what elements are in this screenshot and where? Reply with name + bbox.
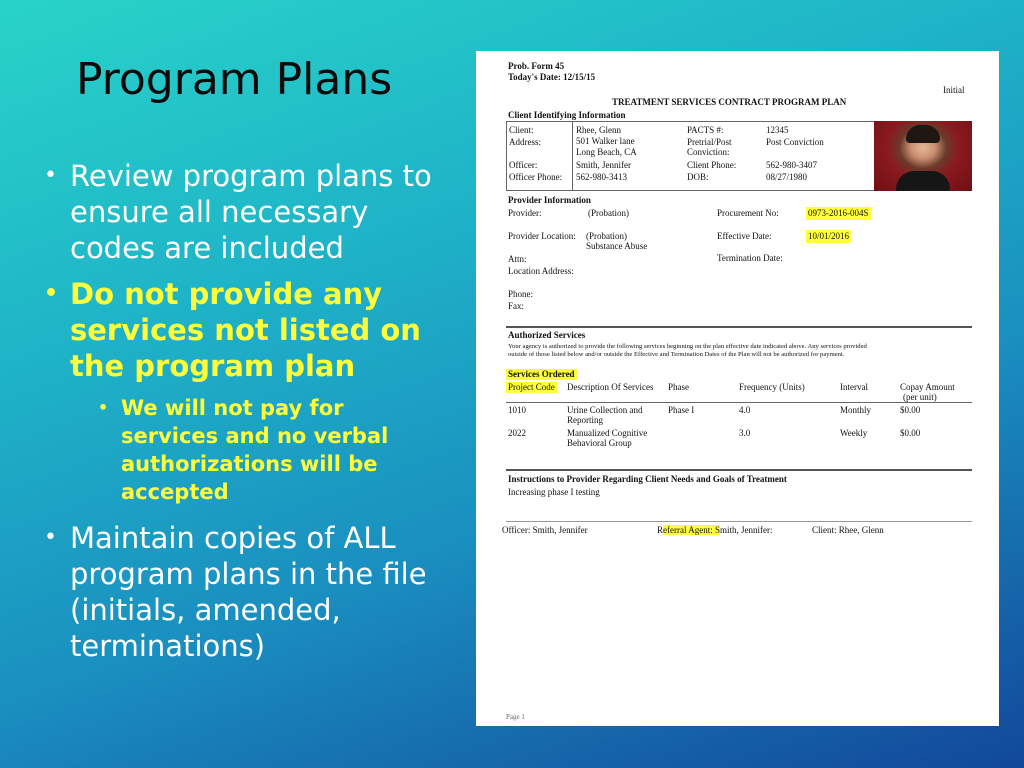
fax-label: Fax: — [508, 301, 525, 311]
form-number: Prob. Form 45 — [508, 61, 565, 71]
bullet-dot-icon: • — [44, 163, 57, 188]
procurement-value: 0973-2016-004S — [808, 208, 869, 218]
signature-referral-agent — [657, 525, 773, 536]
provider-location-label: Provider Location: — [508, 231, 576, 241]
col-copay-2: (per unit) — [903, 392, 937, 402]
col-project-code: Project Code — [508, 382, 555, 392]
pacts-label: PACTS #: — [687, 125, 724, 135]
row-frequency: 3.0 — [739, 428, 751, 438]
client-box-divider — [572, 121, 573, 191]
address-label: Address: — [509, 137, 541, 147]
provider-location-value-1: (Probation) — [586, 231, 627, 241]
page-number: Page 1 — [506, 713, 525, 721]
referral-text-highlight: eferral Agent: S — [663, 525, 720, 535]
signature-client: Client: Rhee, Glenn — [812, 525, 884, 535]
pacts-value: 12345 — [766, 125, 789, 135]
officer-phone-label: Officer Phone: — [509, 172, 563, 182]
bullet-maintain-copies — [44, 520, 444, 664]
dob-value: 08/27/1980 — [766, 172, 808, 182]
provider-section-title: Provider Information — [508, 195, 591, 205]
effective-date-label: Effective Date: — [717, 231, 772, 241]
table-header-rule — [506, 402, 972, 403]
procurement-label: Procurement No: — [717, 208, 779, 218]
provider-label: Provider: — [508, 208, 542, 218]
col-phase: Phase — [668, 382, 689, 392]
client-value: Rhee, Glenn — [576, 125, 621, 135]
col-interval: Interval — [840, 382, 868, 392]
bullet-text: Review program plans to ensure all necessary codes are included — [70, 159, 432, 265]
bullet-review — [44, 158, 444, 266]
row-code: 2022 — [508, 428, 526, 438]
col-copay-1: Copay Amount — [900, 382, 955, 392]
pretrial-label-2: Conviction: — [687, 147, 730, 157]
bullet-list — [44, 158, 444, 674]
officer-value: Smith, Jennifer — [576, 160, 631, 170]
phone-label: Phone: — [508, 289, 534, 299]
row-desc-1: Urine Collection and — [567, 405, 643, 415]
sub-bullet-no-pay — [70, 394, 444, 506]
row-code: 1010 — [508, 405, 526, 415]
instructions-rule — [506, 469, 972, 471]
pretrial-value: Post Conviction — [766, 137, 824, 147]
location-address-label: Location Address: — [508, 266, 574, 276]
signature-officer: Officer: Smith, Jennifer — [502, 525, 588, 535]
instructions-title: Instructions to Provider Regarding Client Needs and Goals of Treatment — [508, 474, 787, 484]
row-copay: $0.00 — [900, 428, 921, 438]
referral-text-post: mith, Jennifer: — [720, 525, 773, 535]
authorized-rule — [506, 326, 972, 328]
termination-date-label: Termination Date: — [717, 253, 783, 263]
referral-text-pre: R — [657, 525, 664, 535]
client-label: Client: — [509, 125, 534, 135]
col-frequency: Frequency (Units) — [739, 382, 805, 392]
col-description: Description Of Services — [567, 382, 654, 392]
row-desc-1: Manualized Cognitive — [567, 428, 648, 438]
row-frequency: 4.0 — [739, 405, 751, 415]
client-section-title: Client Identifying Information — [508, 110, 626, 120]
row-desc-2: Behavioral Group — [567, 438, 632, 448]
todays-date: Today's Date: 12/15/15 — [508, 72, 596, 82]
photo-shirt-shape — [896, 171, 950, 191]
row-copay: $0.00 — [900, 405, 921, 415]
row-interval: Monthly — [840, 405, 872, 415]
bullet-dot-icon: • — [98, 398, 109, 417]
row-interval: Weekly — [840, 428, 868, 438]
plan-status: Initial — [943, 85, 965, 95]
sub-bullet-text: We will not pay for services and no verbal authorizations will be accepted — [121, 396, 389, 504]
officer-label: Officer: — [509, 160, 538, 170]
services-ordered-title: Services Ordered — [508, 369, 575, 379]
client-phone-value: 562-980-3407 — [766, 160, 817, 170]
photo-hair-shape — [906, 125, 940, 143]
address-line2: Long Beach, CA — [576, 147, 637, 157]
program-plan-document — [476, 51, 999, 726]
officer-phone-value: 562-980-3413 — [576, 172, 627, 182]
provider-value: (Probation) — [588, 208, 629, 218]
instructions-text: Increasing phase I testing — [508, 487, 600, 497]
authorized-text-1: Your agency is authorized to provide the following services beginning on the plan effective date indicated above. Any services provided — [508, 343, 867, 350]
document-title: TREATMENT SERVICES CONTRACT PROGRAM PLAN — [612, 97, 847, 107]
authorized-title: Authorized Services — [508, 330, 586, 340]
client-box-left — [506, 121, 507, 191]
row-phase: Phase I — [668, 405, 695, 415]
bullet-text: Do not provide any services not listed on the program plan — [70, 277, 421, 383]
address-line1: 501 Walker lane — [576, 136, 635, 146]
dob-label: DOB: — [687, 172, 709, 182]
bullet-dot-icon: • — [44, 525, 57, 550]
effective-date-value: 10/01/2016 — [808, 231, 850, 241]
bullet-dot-icon: • — [44, 281, 59, 306]
signature-rule — [506, 521, 972, 522]
authorized-text-2: outside of those listed below and/or outside the Effective and Termination Dates of the Plan will not be authorized for payment. — [508, 351, 845, 358]
attn-label: Attn: — [508, 254, 527, 264]
client-photo — [874, 121, 972, 191]
provider-location-value-2: Substance Abuse — [586, 241, 648, 251]
client-phone-label: Client Phone: — [687, 160, 737, 170]
slide-title: Program Plans — [76, 54, 393, 105]
pretrial-label-1: Pretrial/Post — [687, 137, 732, 147]
bullet-text: Maintain copies of ALL program plans in the file (initials, amended, terminations) — [70, 521, 427, 663]
row-desc-2: Reporting — [567, 415, 603, 425]
bullet-do-not-provide — [44, 276, 444, 384]
